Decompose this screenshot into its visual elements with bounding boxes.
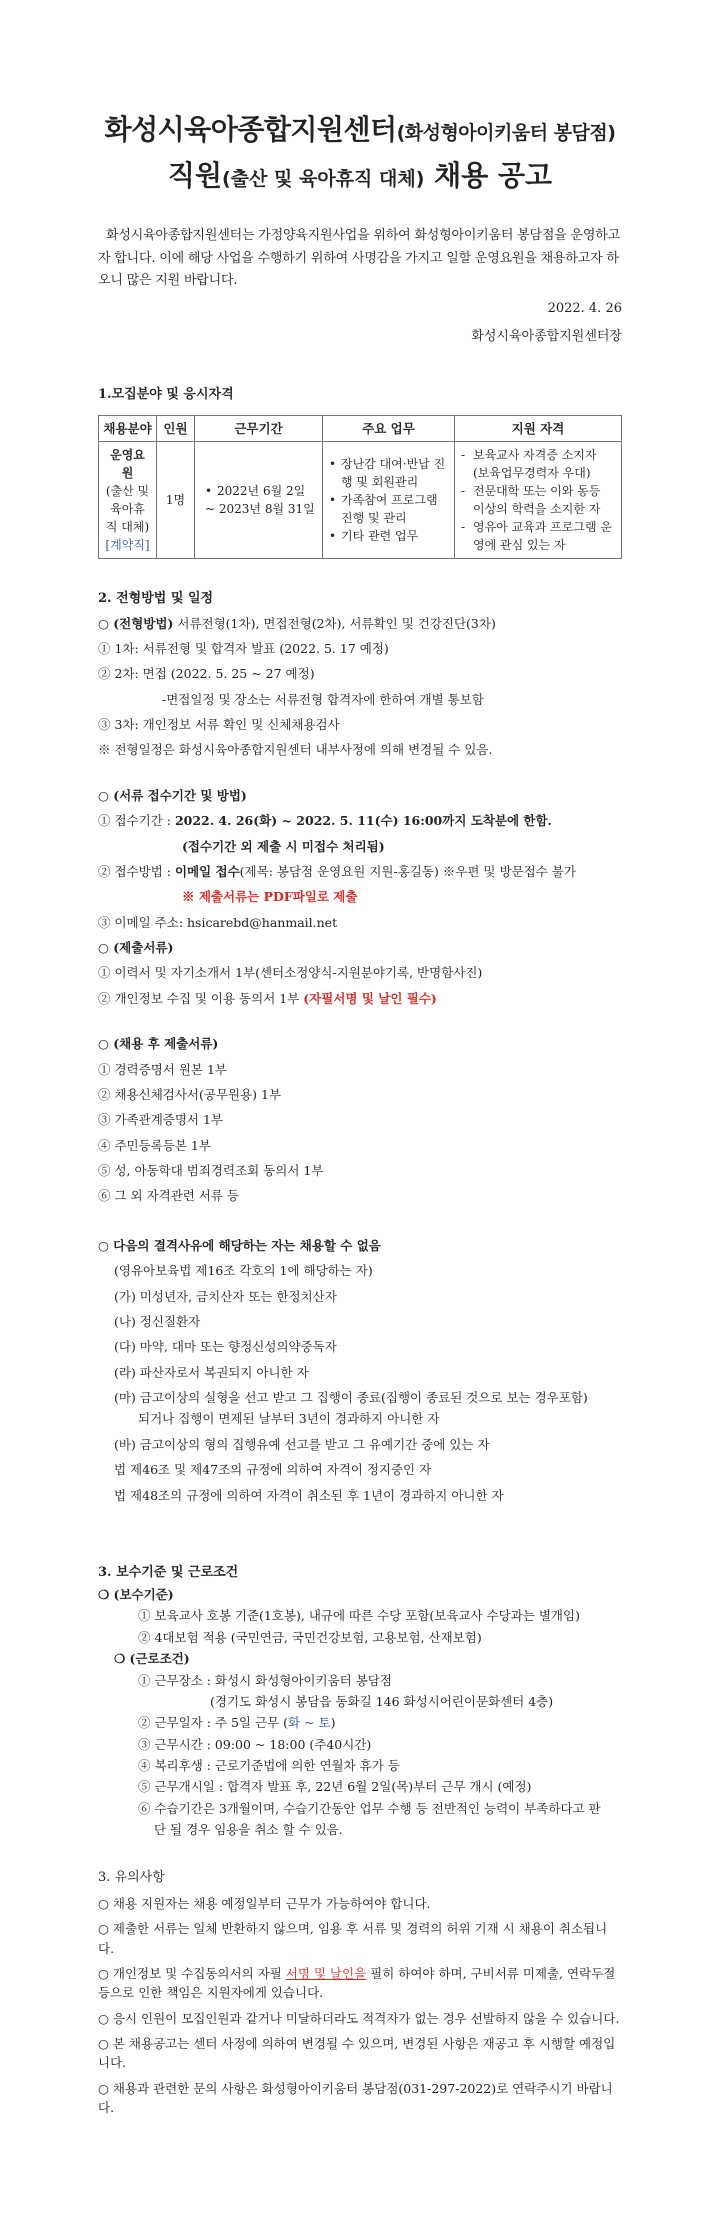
field-name: 운영요원 bbox=[110, 448, 145, 481]
receipt-period-label: ① 접수기간 : bbox=[98, 813, 175, 829]
disq-item: (바) 금고이상의 형의 집행유예 선고를 받고 그 유예기간 중에 있는 자 bbox=[114, 1436, 490, 1452]
disq-item: (가) 미성년자, 금치산자 또는 한정치산자 bbox=[114, 1288, 337, 1304]
submit-item-2 bbox=[98, 989, 622, 1008]
page-title bbox=[98, 112, 622, 148]
note-item: ○ 채용 지원자는 채용 예정일부터 근무가 가능하여야 합니다. bbox=[98, 1895, 431, 1911]
after-item: ① 경력증명서 원본 1부 bbox=[98, 1061, 227, 1077]
disq-item: (마) 금고이상의 실형을 선고 받고 그 집행이 종료(집행이 종료된 것으로 보는 경우포함) bbox=[114, 1390, 588, 1406]
after-heading: ○ (채용 후 제출서류) bbox=[98, 1036, 219, 1052]
step-3: ③ 3차: 개인정보 서류 확인 및 신체채용검사 bbox=[98, 717, 340, 733]
after-item: ⑤ 성, 아동학대 범죄경력조회 동의서 1부 bbox=[98, 1163, 324, 1179]
th-period: 근무기간 bbox=[195, 416, 323, 442]
receipt-heading: ○ (서류 접수기간 및 방법) bbox=[98, 787, 247, 803]
after-item: ④ 주민등록등본 1부 bbox=[98, 1137, 211, 1153]
pdf-note: ※ 제출서류는 PDF파일로 제출 bbox=[182, 889, 358, 905]
method-line bbox=[98, 614, 622, 633]
schedule-note: ※ 전형일정은 화성시육아종합지원센터 내부사정에 의해 변경될 수 있음. bbox=[98, 742, 493, 758]
duty-item: • 가족참여 프로그램 진행 및 관리 bbox=[329, 491, 448, 527]
after-item: ⑥ 그 외 자격관련 서류 등 bbox=[98, 1188, 240, 1204]
note-item-3-b: 필히 하여야 하며, 구비서류 미제출, 연락두절 등으로 인한 책임은 지원자에게 있습니다. bbox=[98, 1965, 616, 2001]
work-place: ① 근무장소 : 화성시 화성형아이키움터 봉담점 bbox=[138, 1672, 392, 1688]
disq-item: (나) 정신질환자 bbox=[114, 1313, 201, 1329]
submit-item-2-text: ② 개인정보 수집 및 이용 동의서 1부 bbox=[98, 990, 304, 1006]
work-days-range: 화 ~ 토 bbox=[287, 1715, 331, 1731]
title-main: 화성시육아종합지원센터 bbox=[104, 113, 397, 146]
cell-duties bbox=[323, 442, 455, 559]
section3-heading: 3. 보수기준 및 근로조건 bbox=[98, 1564, 239, 1580]
th-qualification: 지원 자격 bbox=[455, 416, 622, 442]
disq-item: (라) 파산자로서 복권되지 아니한 자 bbox=[114, 1364, 309, 1380]
table-header-row bbox=[99, 416, 622, 442]
pay-item: ① 보육교사 호봉 기준(1호봉), 내규에 따른 수당 포함(보육교사 수당과는 별개임) bbox=[138, 1608, 580, 1624]
period-end: ~ 2023년 8월 31일 bbox=[205, 502, 315, 517]
disq-heading: ○ 다음의 결격사유에 해당하는 자는 채용할 수 없음 bbox=[98, 1237, 381, 1253]
submit-item-1: ① 이력서 및 자기소개서 1부(센터소정양식-지원분야기록, 반명함사진) bbox=[98, 965, 483, 981]
note-item: ○ 응시 인원이 모집인원과 같거나 미달하더라도 적격자가 없는 경우 선발하지 않을 수 있습니다. bbox=[98, 2010, 620, 2026]
submit-heading: ○ (제출서류) bbox=[98, 940, 174, 956]
note-item-3-a: ○ 개인정보 및 수집동의서의 자필 bbox=[98, 1965, 286, 1981]
qualification-item: - 보육교사 자격증 소지자 (보육업무경력자 우대) bbox=[461, 446, 615, 482]
recruit-table bbox=[98, 415, 622, 559]
work-heading: ❍ (근로조건) bbox=[114, 1651, 190, 1667]
cell-field bbox=[99, 442, 157, 559]
disq-item-cont: 되거나 집행이 면제된 날부터 3년이 경과하지 아니한 자 bbox=[138, 1411, 440, 1427]
title-branch: (화성형아이키움터 봉담점) bbox=[396, 122, 616, 144]
note-item-3-highlight: 서명 및 날인을 bbox=[285, 1965, 367, 1981]
work-days bbox=[98, 1713, 622, 1732]
cell-qualification bbox=[455, 442, 622, 559]
title2-staff: 직원 bbox=[167, 159, 222, 193]
receipt-method bbox=[98, 862, 622, 881]
step-1: ① 1차: 서류전형 및 합격자 발표 (2022. 5. 17 예정) bbox=[98, 640, 389, 656]
intro-paragraph: 화성시육아종합지원센터는 가정양육지원사업을 위하여 화성형아이키움터 봉담점을 운영하고자 합니다. 이에 해당 사업을 수행하기 위하여 사명감을 가지고 일할 운영요원을 채용하고자 하오니 많은 지원 바랍니다. bbox=[98, 227, 620, 289]
receipt-method-bold: 이메일 접수 bbox=[174, 863, 240, 879]
title2-recruit: 채용 공고 bbox=[424, 159, 553, 193]
note-item: ○ 채용과 관련한 문의 사항은 화성형아이키움터 봉담점(031-297-2022)로 연락주시기 바랍니다. bbox=[98, 2080, 613, 2116]
cell-period bbox=[195, 442, 323, 559]
step-2-note: -면접일정 및 장소는 서류전형 합격자에 한하여 개별 통보함 bbox=[162, 691, 484, 707]
th-count: 인원 bbox=[157, 416, 195, 442]
method-text: 서류전형(1차), 면접전형(2차), 서류확인 및 건강진단(3차) bbox=[173, 615, 496, 631]
issuer: 화성시육아종합지원센터장 bbox=[471, 329, 622, 345]
table-row bbox=[99, 442, 622, 559]
work-item: ⑤ 근무개시일 : 합격자 발표 후, 22년 6월 2일(목)부터 근무 개시 (예정) bbox=[138, 1779, 532, 1795]
step-2: ② 2차: 면접 (2022. 5. 25 ~ 27 예정) bbox=[98, 666, 315, 682]
title2-replacement: (출산 및 육아휴직 대체) bbox=[222, 168, 425, 191]
disq-item: 법 제46조 및 제47조의 규정에 의하여 자격이 정지중인 자 bbox=[114, 1462, 432, 1478]
method-label: ○ (전형방법) bbox=[98, 615, 174, 631]
th-duties: 주요 업무 bbox=[323, 416, 455, 442]
work-item: ④ 복리후생 : 근로기준법에 의한 연월차 휴가 등 bbox=[138, 1758, 400, 1774]
period-start: • 2022년 6월 2일 bbox=[205, 482, 316, 500]
receipt-email: ③ 이메일 주소: hsicarebd@hanmail.net bbox=[98, 914, 338, 930]
field-contract: [계약직] bbox=[105, 538, 150, 553]
disq-item: 법 제48조의 규정에 의하여 자격이 취소된 후 1년이 경과하지 아니한 자 bbox=[114, 1487, 504, 1503]
receipt-method-label: ② 접수방법 : bbox=[98, 863, 175, 879]
qualification-item: - 영유아 교육과 프로그램 운영에 관심 있는 자 bbox=[461, 518, 615, 554]
section2-heading: 2. 전형방법 및 일정 bbox=[98, 591, 214, 607]
disq-item: (다) 마약, 대마 또는 향정신성의약중독자 bbox=[114, 1339, 337, 1355]
work-item: ③ 근무시간 : 09:00 ~ 18:00 (주40시간) bbox=[138, 1736, 372, 1752]
receipt-period bbox=[98, 811, 622, 830]
receipt-period-value: 2022. 4. 26(화) ~ 2022. 5. 11(수) 16:00까지 도착분에 한함. bbox=[174, 813, 552, 829]
after-item: ② 채용신체검사서(공무원용) 1부 bbox=[98, 1086, 282, 1102]
field-desc: (출산 및 육아휴직 대체) bbox=[105, 484, 150, 535]
after-item: ③ 가족관계증명서 1부 bbox=[98, 1112, 224, 1128]
note-item: ○ 본 채용공고는 센터 사정에 의하여 변경될 수 있으며, 변경된 사항은 재공고 후 시행할 예정입니다. bbox=[98, 2036, 616, 2071]
notes-heading: 3. 유의사항 bbox=[98, 1869, 165, 1885]
pay-heading: ❍ (보수기준) bbox=[98, 1587, 174, 1603]
cell-count: 1명 bbox=[157, 442, 195, 559]
work-item: ⑥ 수습기간은 3개월이며, 수습기간동안 업무 수행 등 전반적인 능력이 부족하다고 판 bbox=[138, 1800, 601, 1816]
pay-item: ② 4대보험 적용 (국민연금, 국민건강보험, 고용보험, 산재보험) bbox=[138, 1629, 482, 1645]
work-item-cont: 단 될 경우 임용을 취소 할 수 있음. bbox=[154, 1822, 343, 1838]
qualification-item: - 전문대학 또는 이와 동등 이상의 학력을 소지한 자 bbox=[461, 482, 615, 518]
note-item bbox=[98, 1964, 622, 2003]
work-place-address: (경기도 화성시 봉담읍 동화길 146 화성시어린이문화센터 4층) bbox=[210, 1693, 554, 1709]
duty-item: • 기타 관련 업무 bbox=[329, 527, 448, 545]
section1-heading: 1.모집분야 및 응시자격 bbox=[98, 387, 234, 403]
receipt-period-note: (접수기간 외 제출 시 미접수 처리됨) bbox=[182, 838, 385, 854]
th-field: 채용분야 bbox=[99, 416, 157, 442]
work-days-end: ) bbox=[330, 1715, 336, 1731]
note-item: ○ 제출한 서류는 일체 반환하지 않으며, 임용 후 서류 및 경력의 허위 기재 시 채용이 취소됩니다. bbox=[98, 1921, 608, 1956]
submit-item-2-required: (자필서명 및 날인 필수) bbox=[303, 990, 437, 1006]
announce-date: 2022. 4. 26 bbox=[547, 301, 622, 317]
page-subtitle bbox=[98, 158, 622, 194]
receipt-method-rest: (제목: 봉담점 운영요원 지원-홍길동) ※우편 및 방문접수 불가 bbox=[239, 863, 576, 879]
work-days-text: ② 근무일자 : 주 5일 근무 ( bbox=[138, 1715, 288, 1731]
duty-item: • 장난감 대여·반납 진행 및 회원관리 bbox=[329, 455, 448, 491]
disq-item: (영유아보육법 제16조 각호의 1에 해당하는 자) bbox=[114, 1263, 373, 1279]
